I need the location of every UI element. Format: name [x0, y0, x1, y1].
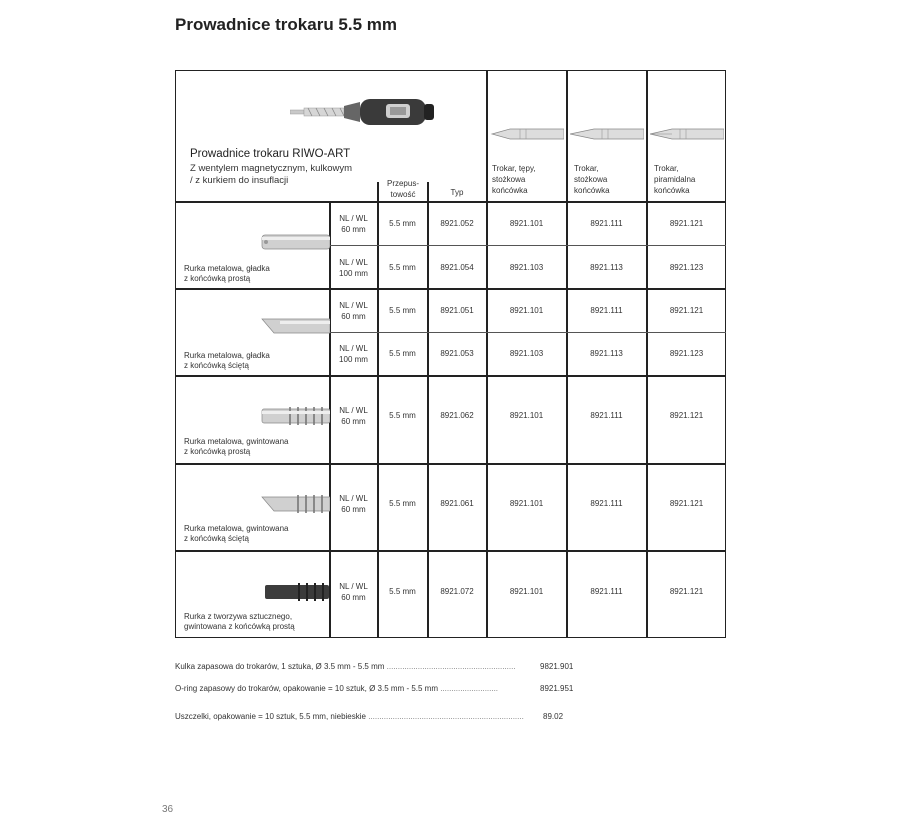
flow-cell: 5.5 mm [389, 411, 416, 420]
trocar-cell: 8921.121 [669, 219, 704, 228]
tube-label: Rurka metalowa, gwintowana z końcówką prostą [184, 437, 289, 456]
divider [329, 245, 726, 246]
product-title: Prowadnice trokaru RIWO-ART [190, 148, 351, 160]
flow-cell: 5.5 mm [389, 219, 416, 228]
trocar-cell: 8921.111 [590, 306, 623, 315]
flow-cell: 5.5 mm [389, 499, 416, 508]
type-cell: 8921.062 [440, 411, 474, 420]
divider [427, 182, 429, 638]
tube-label: Rurka metalowa, gładka z końcówką prostą [184, 264, 270, 283]
trocar-cell: 8921.113 [590, 349, 623, 358]
trocar-cell: 8921.123 [669, 349, 704, 358]
trocar-cell: 8921.111 [590, 219, 623, 228]
smooth-straight-tube-image [260, 232, 330, 252]
accessory-line: Uszczelki, opakowanie = 10 sztuk, 5.5 mm, niebieskie ...................................................................... [175, 712, 524, 721]
trocar-cell: 8921.101 [509, 411, 544, 420]
flow-cell: 5.5 mm [389, 263, 416, 272]
column-header-trocar-conical: Trokar, stożkowa końcówka [574, 164, 610, 195]
trocar-cell: 8921.121 [669, 499, 704, 508]
trocar-cell: 8921.101 [509, 306, 544, 315]
type-cell: 8921.072 [440, 587, 474, 596]
blunt-trocar-image [490, 124, 564, 144]
length-cell: NL / WL 60 mm [339, 494, 368, 514]
plastic-threaded-tube-image [265, 580, 329, 604]
divider [175, 201, 726, 203]
smooth-bevel-tube-image [260, 316, 330, 336]
tube-label: Rurka metalowa, gwintowana z końcówką ściętą [184, 524, 289, 543]
divider [175, 288, 726, 290]
type-cell: 8921.053 [440, 349, 474, 358]
flow-cell: 5.5 mm [389, 306, 416, 315]
accessory-text: O-ring zapasowy do trokarów, opakowanie = 10 sztuk, Ø 3.5 mm - 5.5 mm [175, 684, 438, 693]
accessory-code: 8921.951 [540, 684, 574, 693]
trocar-cell: 8921.103 [509, 349, 544, 358]
trocar-cell: 8921.101 [509, 499, 544, 508]
length-cell: NL / WL 60 mm [339, 406, 368, 426]
accessory-line: O-ring zapasowy do trokarów, opakowanie = 10 sztuk, Ø 3.5 mm - 5.5 mm .......................... [175, 684, 499, 693]
divider [175, 463, 726, 465]
tube-label: Rurka z tworzywa sztucznego, gwintowana z końcówką prostą [184, 612, 295, 631]
trocar-cell: 8921.111 [590, 411, 623, 420]
trocar-cell: 8921.113 [590, 263, 623, 272]
divider [329, 332, 726, 333]
trocar-cell: 8921.103 [509, 263, 544, 272]
page-title: Prowadnice trokaru 5.5 mm [175, 15, 398, 34]
accessory-text: Kulka zapasowa do trokarów, 1 sztuka, Ø 3.5 mm - 5.5 mm [175, 662, 385, 671]
conical-trocar-image [570, 124, 644, 144]
accessory-text: Uszczelki, opakowanie = 10 sztuk, 5.5 mm, niebieskie [175, 712, 366, 721]
divider [175, 375, 726, 377]
trocar-cell: 8921.121 [669, 411, 704, 420]
length-cell: NL / WL 60 mm [339, 214, 368, 234]
divider [175, 550, 726, 552]
accessory-code: 89.02 [543, 712, 564, 721]
page-number: 36 [162, 804, 174, 815]
length-cell: NL / WL 100 mm [339, 258, 368, 278]
divider [377, 182, 379, 638]
threaded-bevel-tube-image [260, 492, 330, 516]
flow-cell: 5.5 mm [389, 349, 416, 358]
column-header-trocar-pyramidal: Trokar, piramidalna końcówka [654, 164, 696, 195]
length-cell: NL / WL 100 mm [339, 344, 368, 364]
trocar-cell: 8921.123 [669, 263, 704, 272]
trocar-cell: 8921.101 [509, 587, 544, 596]
trocar-cell: 8921.111 [590, 587, 623, 596]
trocar-cell: 8921.111 [590, 499, 623, 508]
type-cell: 8921.051 [440, 306, 474, 315]
accessory-line: Kulka zapasowa do trokarów, 1 sztuka, Ø 3.5 mm - 5.5 mm .......................................................... [175, 662, 516, 671]
trocar-sleeve-image [290, 96, 436, 130]
tube-label: Rurka metalowa, gładka z końcówką ściętą [184, 351, 270, 370]
trocar-cell: 8921.101 [509, 219, 544, 228]
length-cell: NL / WL 60 mm [339, 582, 368, 602]
type-cell: 8921.052 [440, 219, 474, 228]
type-cell: 8921.054 [440, 263, 474, 272]
threaded-straight-tube-image [260, 404, 330, 428]
column-header-type: Typ [450, 188, 464, 197]
accessory-code: 9821.901 [540, 662, 574, 671]
product-subtitle: Z wentylem magnetycznym, kulkowym / z kurkiem do insuflacji [190, 163, 353, 186]
trocar-cell: 8921.121 [669, 587, 704, 596]
pyramidal-trocar-image [650, 124, 724, 144]
trocar-cell: 8921.121 [669, 306, 704, 315]
length-cell: NL / WL 60 mm [339, 301, 368, 321]
column-header-flow: Przepus- towość [386, 179, 419, 199]
column-header-trocar-blunt: Trokar, tępy, stożkowa końcówka [492, 164, 536, 195]
type-cell: 8921.061 [440, 499, 474, 508]
flow-cell: 5.5 mm [389, 587, 416, 596]
